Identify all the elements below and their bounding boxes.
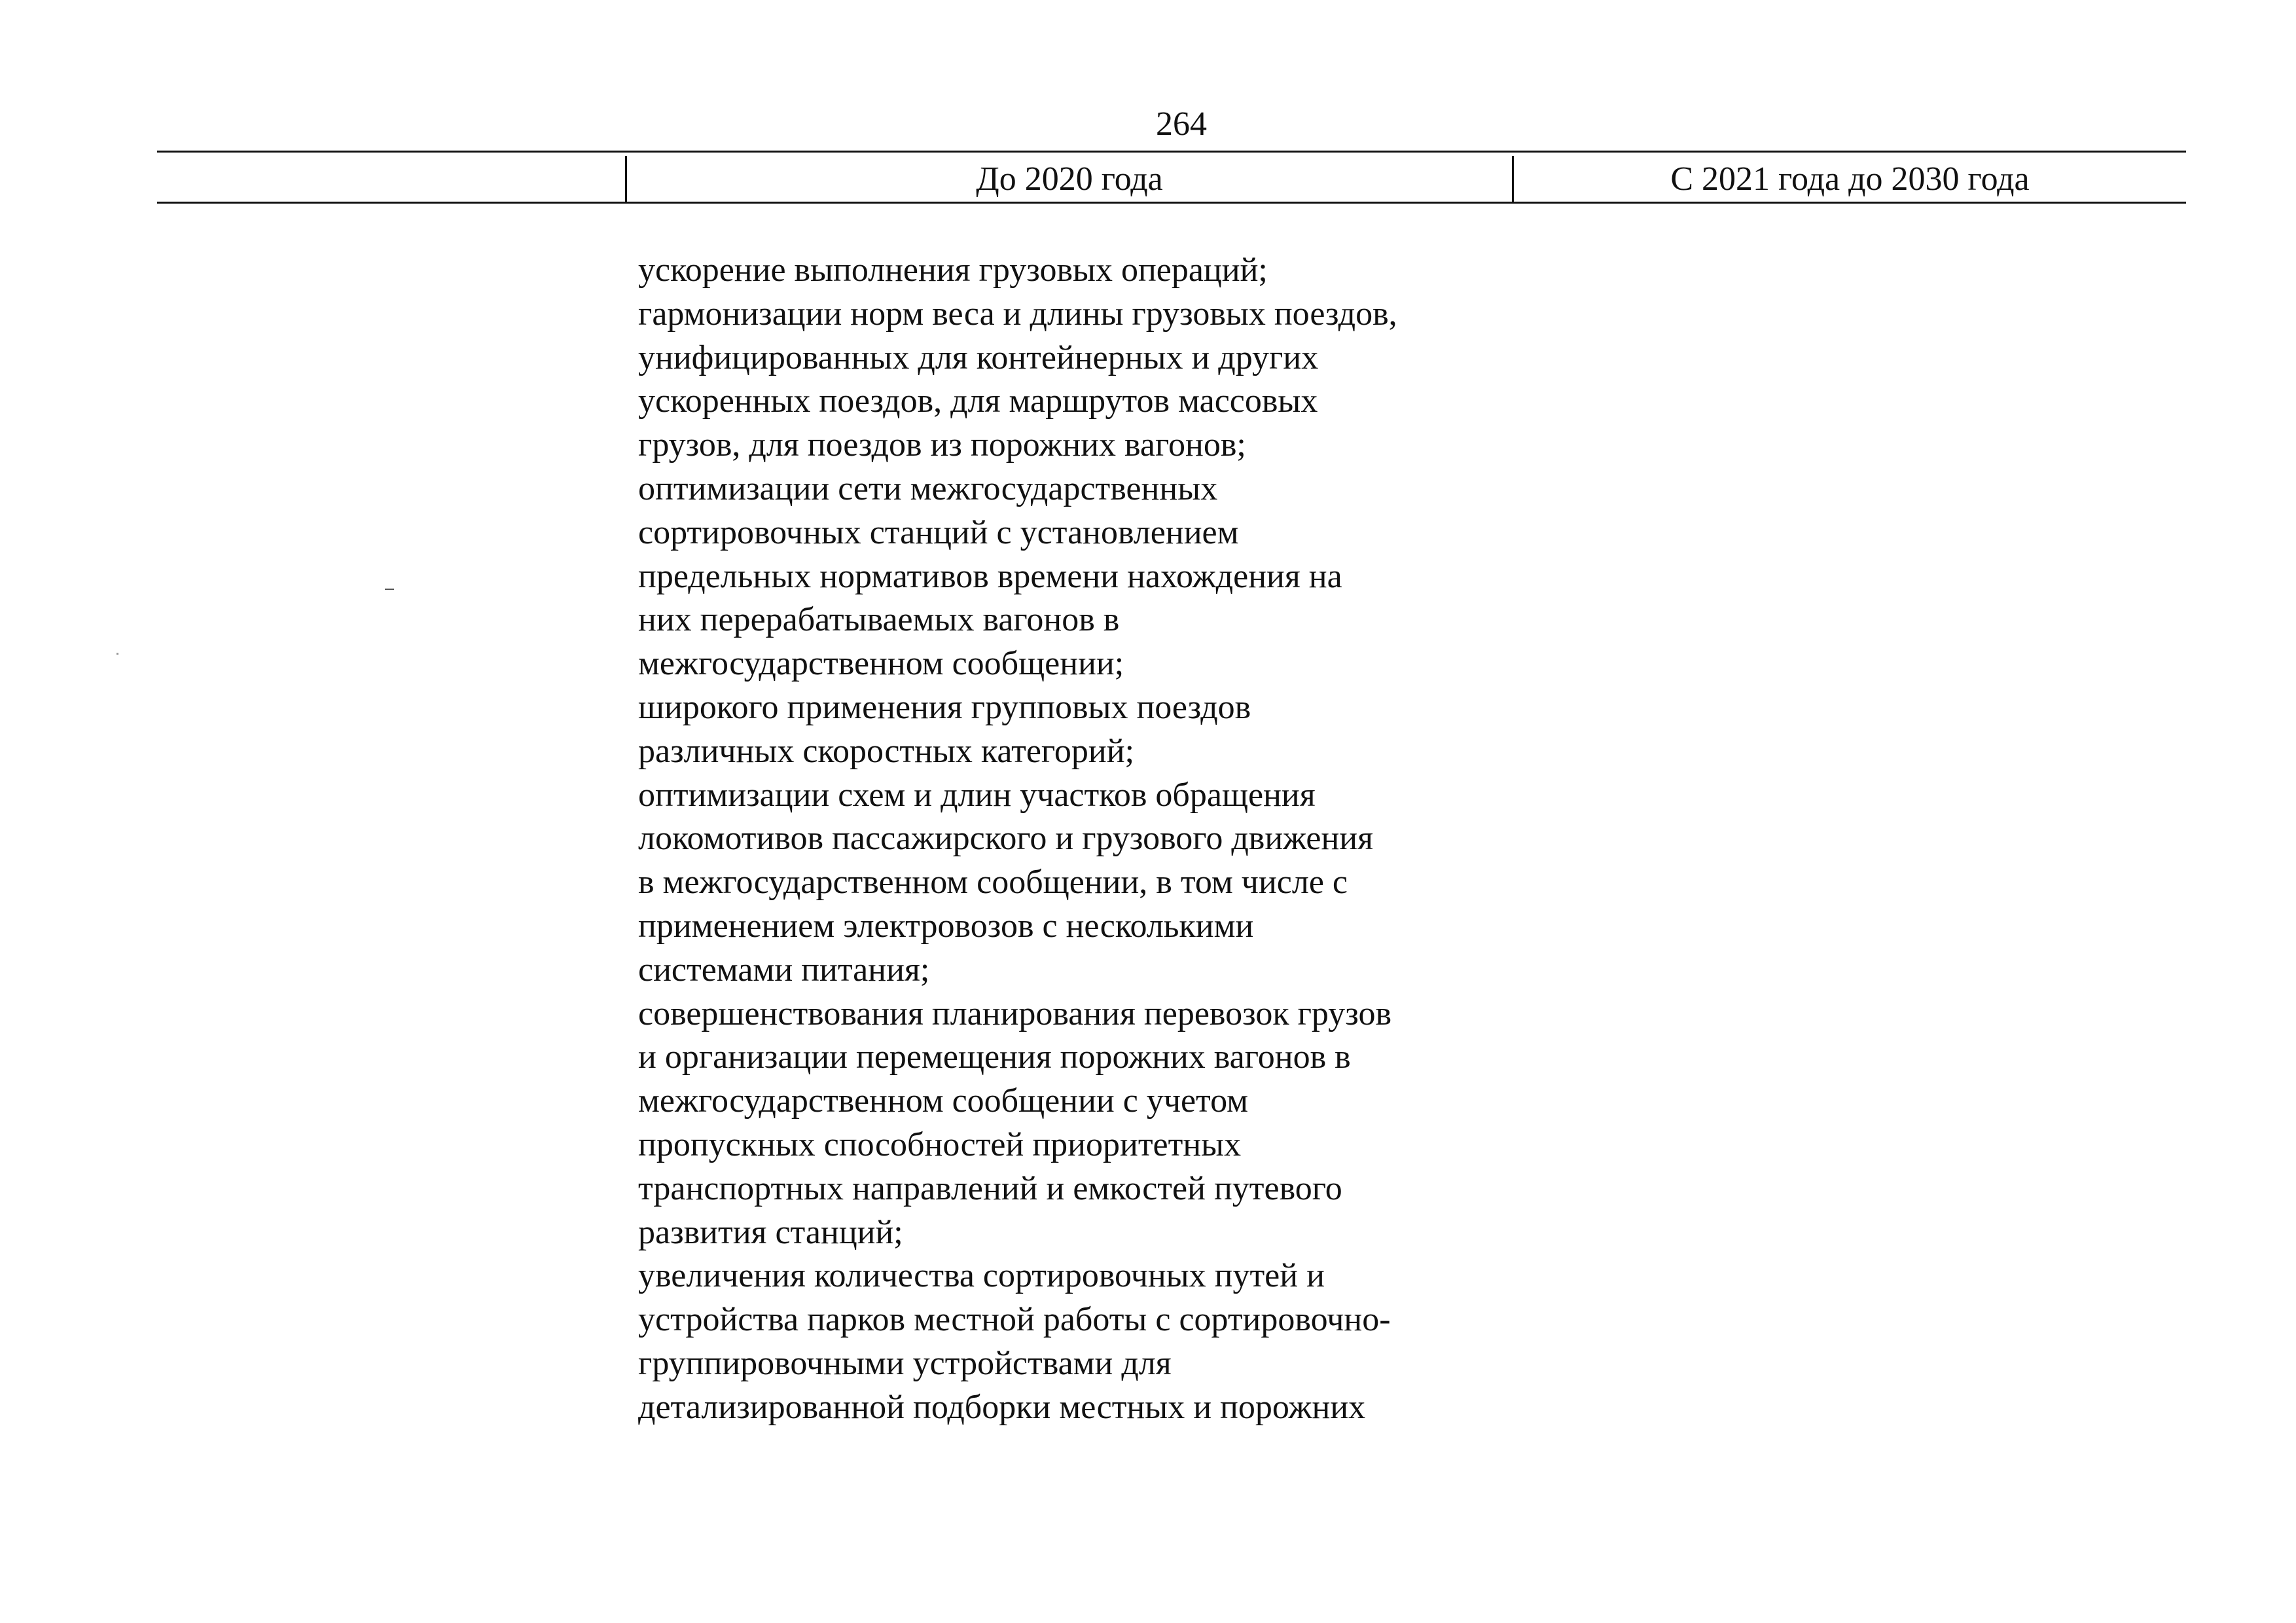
text-line: группировочными устройствами для [638, 1344, 1172, 1382]
text-line: широкого применения групповых поездов [638, 688, 1251, 726]
text-line: гармонизации норм веса и длины грузовых поездов, [638, 295, 1397, 333]
text-line: и организации перемещения порожних вагонов в [638, 1038, 1351, 1076]
text-line: устройства парков местной работы с сортировочно- [638, 1301, 1391, 1339]
text-line: совершенствования планирования перевозок грузов [638, 994, 1392, 1032]
page-number: 264 [1156, 105, 1207, 143]
text-line: межгосударственном сообщении; [638, 645, 1124, 683]
text-line: них перерабатываемых вагонов в [638, 601, 1120, 639]
text-line: ускорение выполнения грузовых операций; [638, 251, 1268, 289]
table-top-rule [157, 151, 2186, 153]
text-line: грузов, для поездов из порожних вагонов; [638, 426, 1246, 464]
text-line: локомотивов пассажирского и грузового движения [638, 820, 1374, 858]
text-line: оптимизации схем и длин участков обращения [638, 776, 1316, 814]
text-line: межгосударственном сообщении с учетом [638, 1082, 1249, 1120]
cell-text-until-2020 [638, 249, 1515, 1430]
text-line: детализированной подборки местных и порожних [638, 1388, 1366, 1426]
text-line: пропускных способностей приоритетных [638, 1125, 1242, 1163]
scan-speck [117, 653, 118, 655]
text-line: оптимизации сети межгосударственных [638, 469, 1218, 507]
text-line: ускоренных поездов, для маршрутов массовых [638, 382, 1318, 420]
text-line: унифицированных для контейнерных и других [638, 338, 1319, 376]
text-line: в межгосударственном сообщении, в том числе с [638, 864, 1348, 902]
column-header-until-2020: До 2020 года [976, 160, 1163, 198]
text-line: транспортных направлений и емкостей путевого [638, 1169, 1342, 1207]
text-line: различных скоростных категорий; [638, 732, 1135, 770]
text-line: системами питания; [638, 951, 930, 989]
text-line: применением электровозов с несколькими [638, 907, 1254, 945]
text-line: увеличения количества сортировочных путей и [638, 1257, 1325, 1295]
column-header-2021-2030: С 2021 года до 2030 года [1670, 160, 2030, 198]
table-bottom-rule [157, 202, 2186, 204]
text-line: сортировочных станций с установлением [638, 513, 1239, 551]
table-header [157, 151, 2186, 203]
text-line: предельных нормативов времени нахождения на [638, 557, 1342, 595]
text-line: развития станций; [638, 1213, 903, 1251]
scan-speck [385, 589, 394, 590]
